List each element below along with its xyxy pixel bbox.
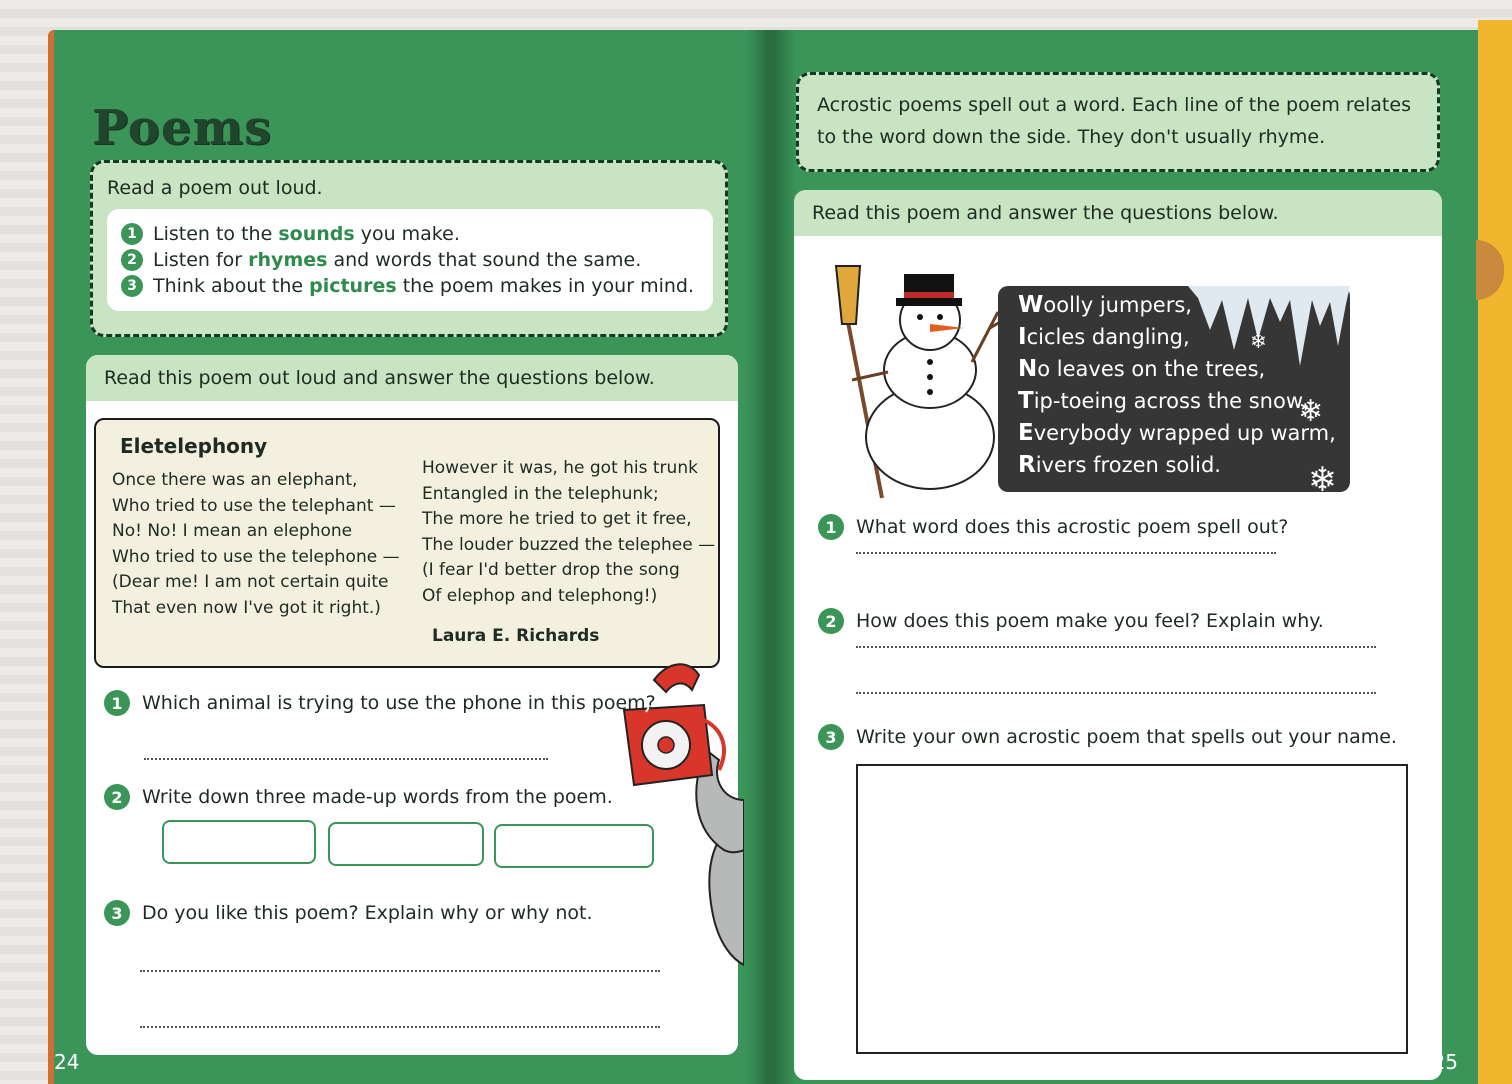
answer-box-3[interactable] [494,824,654,868]
poem-line: Who tried to use the telephant — [112,495,396,516]
snowflake-icon: ❄ [1308,460,1337,492]
question-text: Which animal is trying to use the phone in this poem? [142,692,656,714]
question-text: Do you like this poem? Explain why or why not. [142,902,593,924]
acrostic-line: Icicles dangling, [1018,324,1190,350]
poem-line: Of elephop and telephong!) [422,585,658,606]
question-1 [104,690,656,716]
right-page [770,30,1478,1084]
poem-column-2 [422,456,715,609]
number-badge: 3 [104,900,130,926]
acrostic-line: Rivers frozen solid. [1018,452,1221,478]
page-number: 25 [1432,1050,1458,1074]
tip-item [121,275,699,297]
number-badge: 2 [818,608,844,634]
poem-line: (I fear I'd better drop the song [422,560,680,580]
tips-heading: Read a poem out loud. [107,177,323,199]
tip-item [121,223,699,245]
snowman-illustration [830,262,1002,502]
poem-line: Entangled in the telephunk; [422,483,659,504]
poem-line: (Dear me! I am not certain quite [112,572,389,592]
tip-text: Think about the pictures the poem makes in your mind. [153,275,694,297]
number-badge: 2 [121,249,143,271]
question-text: How does this poem make you feel? Explain why. [856,610,1324,632]
acrostic-line: Woolly jumpers, [1018,292,1192,318]
number-badge: 1 [104,690,130,716]
tip-item [121,249,699,271]
poem-title: Eletelephony [120,434,268,458]
question-2 [104,784,613,810]
answer-line[interactable] [856,646,1376,648]
page-number: 24 [54,1050,80,1074]
poem-box [94,418,720,668]
number-badge: 2 [104,784,130,810]
task-heading: Read this poem and answer the questions below. [794,190,1442,236]
acrostic-line: No leaves on the trees, [1018,356,1266,382]
snowflake-icon: ❄ [1250,329,1267,353]
tips-list [107,209,713,311]
question-text: What word does this acrostic poem spell out? [856,516,1289,538]
number-badge: 1 [121,223,143,245]
poem-line: Who tried to use the telephone — [112,546,400,567]
poem-author: Laura E. Richards [432,626,600,646]
acrostic-poem-box [998,286,1350,492]
answer-line[interactable] [856,692,1376,694]
reading-tips-callout [90,160,728,337]
left-page [48,30,776,1084]
answer-line[interactable] [144,758,548,760]
question-text: Write down three made-up words from the poem. [142,786,613,808]
tip-text: Listen for rhymes and words that sound the same. [153,249,642,271]
poem-line: The more he tried to get it free, [422,509,692,529]
question-1 [818,514,1288,540]
poem-line: No! No! I mean an elephone [112,521,353,541]
acrostic-line: Tip-toeing across the snow, [1018,388,1310,414]
acrostic-definition-callout [796,72,1440,172]
question-3 [104,900,593,926]
number-badge: 3 [121,275,143,297]
poem-line: That even now I've got it right.) [112,597,381,618]
tip-text: Listen to the sounds you make. [153,223,460,245]
callout-text: Acrostic poems spell out a word. Each line of the poem relates to the word down the side. They don't usually rhyme. [817,94,1411,148]
answer-box-1[interactable] [162,820,316,864]
question-2 [818,608,1324,634]
poem-line: However it was, he got his trunk [422,458,698,478]
task-heading: Read this poem out loud and answer the questions below. [86,355,738,401]
snowflake-icon: ❄ [1298,394,1324,429]
own-poem-answer-box[interactable] [856,764,1408,1054]
answer-line[interactable] [140,970,660,972]
question-3 [818,724,1397,750]
poem-line: The louder buzzed the telephee — [422,534,716,555]
page-title: Poems [92,100,273,156]
poem-line: Once there was an elephant, [112,470,358,490]
answer-line[interactable] [856,552,1276,554]
question-text: Write your own acrostic poem that spells out your name. [856,726,1397,748]
poem-column-1 [112,468,400,621]
number-badge: 1 [818,514,844,540]
number-badge: 3 [818,724,844,750]
answer-line[interactable] [140,1026,660,1028]
answer-box-2[interactable] [328,822,484,866]
acrostic-line: Everybody wrapped up warm, [1018,420,1336,446]
next-book-cover [1478,20,1512,1084]
